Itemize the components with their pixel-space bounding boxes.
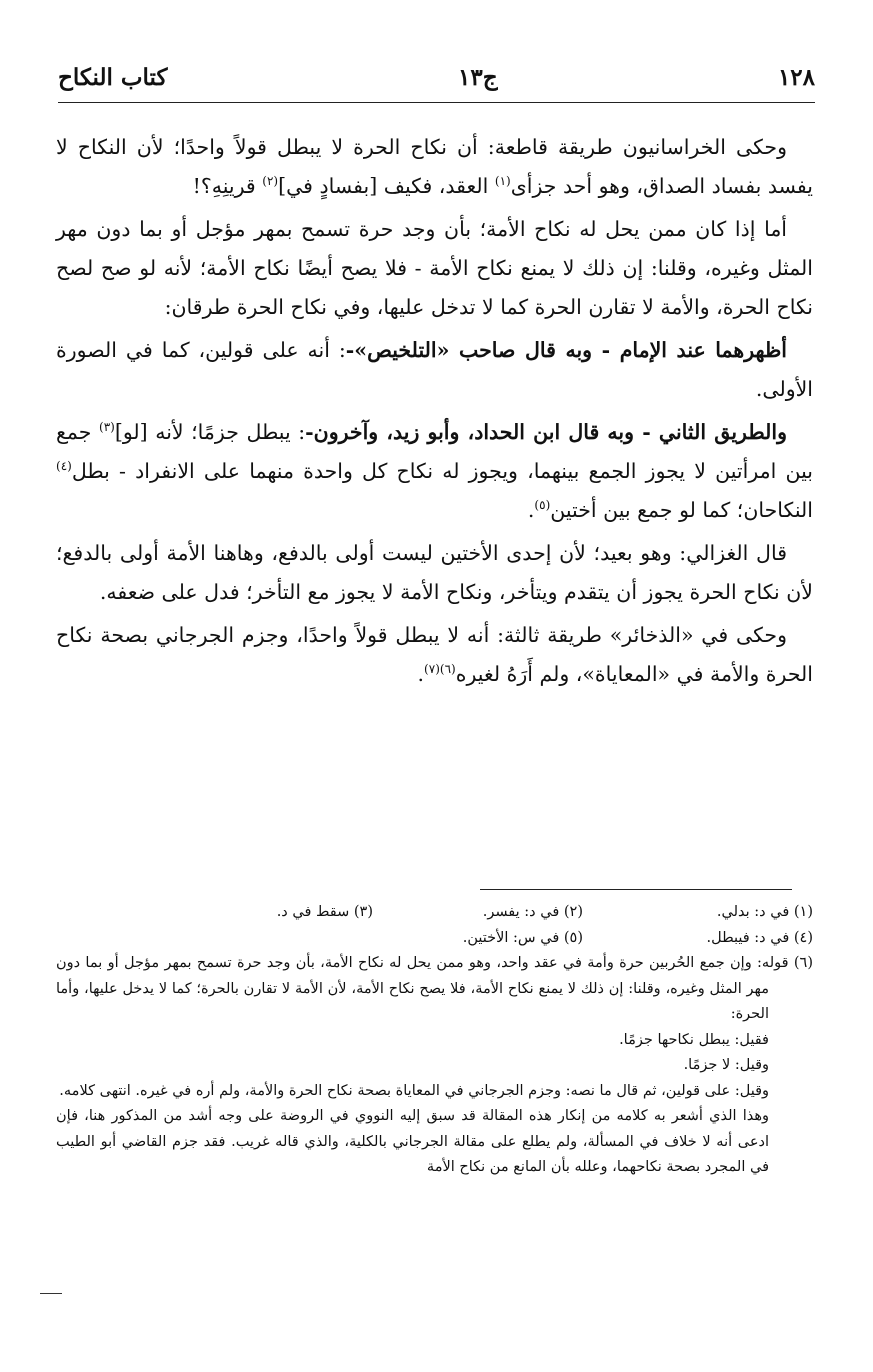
paragraph xyxy=(56,413,813,530)
text-run: وحكى الخراسانيون طريقة قاطعة: أن نكاح الحرة لا يبطل قولاً واحدًا؛ لأن النكاح لا يفسد بفساد الصداق، وهو أحد جزأى xyxy=(56,135,813,198)
paragraph xyxy=(56,534,813,612)
text-run: العقد، فكيف [بفسادٍ في] xyxy=(278,174,495,198)
footnote-separator xyxy=(480,889,792,890)
footnote-line: وهذا الذي أشعر به كلامه من إنكار هذه المقالة قد سبق إليه النووي في الروضة على وجه أشد من المذكور هنا، فإن ادعى أنه لا خلاف في المسألة، ولم يطلع على مقالة الجرجاني بالكلية، والذي قاله غريب. فقد جزم القاضي أبو الطيب في المجرد بصحة نكاحهما، وعلله بأن المانع من نكاح الأمة xyxy=(56,1108,769,1175)
main-text xyxy=(56,128,813,698)
footnote-ref: (٣) xyxy=(99,420,115,435)
text-run: أما إذا كان ممن يحل له نكاح الأمة؛ بأن وجد حرة تسمح بمهر مؤجل أو بما دون مهر المثل وغيره، وقلنا: إن ذلك لا يمنع نكاح الأمة - فلا يصح أيضًا نكاح الأمة؛ لأنه لو صح لصح نكاح الحرة، والأمة لا تقارن الحرة كما لا تدخل عليها، وفي نكاح الحرة طرقان: xyxy=(56,217,813,319)
bold-run: أظهرهما عند الإمام - وبه قال صاحب «التلخيص»- xyxy=(345,338,787,362)
footnote-ref: (٢) xyxy=(262,174,279,189)
text-run: قرينِهِ؟! xyxy=(192,174,263,198)
footnote-ref: (٦)(٧) xyxy=(424,662,456,677)
bold-run: والطريق الثاني - وبه قال ابن الحداد، وأبو زيد، وآخرون- xyxy=(305,420,788,444)
volume-number: ج١٣ xyxy=(458,64,498,91)
footnotes xyxy=(56,900,813,1181)
footnote-line: فقيل: يبطل نكاحها جزمًا. xyxy=(619,1031,769,1048)
footnote-row xyxy=(56,926,813,952)
footnote-line: وقيل: لا جزمًا. xyxy=(683,1057,769,1073)
footnote-row xyxy=(56,900,813,926)
running-header xyxy=(58,62,815,103)
footnote-line: وقيل: على قولين، ثم قال ما نصه: وجزم الجرجاني في المعاياة بصحة نكاح الحرة والأمة، ولم أره في غيره. انتهى كلامه. xyxy=(59,1082,769,1099)
footnote: (٤) في د: فيبطل. xyxy=(706,929,813,946)
footnote-ref: (٥) xyxy=(534,498,551,513)
paragraph xyxy=(56,616,813,694)
page-number: ١٢٨ xyxy=(777,64,815,91)
footnote: (٦) قوله: وإن جمع الحُربين حرة وأمة في عقد واحد، وهو ممن يحل له نكاح الأمة، بأن وجد حرة تسمح بمهر مؤجل أو بما دون مهر المثل وغيره، وقلنا: إن ذلك لا يمنع نكاح الأمة، فلا يصح نكاح الأمة، لأن الأمة لا تقارن بالحرة؛ كما لا يدخل عليها، وأما الحرة: xyxy=(56,955,813,1022)
text-run: النكاحان؛ كما لو جمع بين أختين xyxy=(550,498,813,522)
footnote: (٣) سقط في د. xyxy=(276,904,373,920)
footnote: (٢) في د: يفسر. xyxy=(482,904,583,920)
footnote: (١) في د: بدلي. xyxy=(716,904,813,920)
paragraph xyxy=(56,331,813,409)
footnote-ref: (١) xyxy=(494,174,511,189)
footnote: (٥) في س: الأختين. xyxy=(462,929,583,946)
text-run: وحكى في «الذخائر» طريقة ثالثة: أنه لا يبطل قولاً واحدًا، وجزم الجرجاني بصحة نكاح الحرة والأمة في «المعاياة»، ولم أَرَهُ لغيره xyxy=(56,623,813,686)
continuation-mark xyxy=(40,1293,62,1294)
text-run: قال الغزالي: وهو بعيد؛ لأن إحدى الأختين ليست أولى بالدفع، وهاهنا الأمة أولى بالدفع؛ لأن نكاح الحرة يجوز أن يتقدم ويتأخر، ونكاح الأمة لا يجوز مع التأخر؛ فدل على ضعفه. xyxy=(56,541,813,604)
text-run: . xyxy=(417,662,425,686)
text-run: : أنه على قولين، كما في الصورة الأولى. xyxy=(56,338,813,401)
paragraph xyxy=(56,128,813,206)
text-run: . xyxy=(527,498,535,522)
footnote-ref: (٤) xyxy=(56,459,72,474)
text-run: : يبطل جزمًا؛ لأنه [لو] xyxy=(114,420,306,444)
paragraph xyxy=(56,210,813,327)
text-run: جمع بين امرأتين لا يجوز الجمع بينهما، ويجوز له نكاح كل واحدة منهما على الانفراد - بطل xyxy=(56,420,813,483)
book-title: كتاب النكاح xyxy=(58,64,168,91)
